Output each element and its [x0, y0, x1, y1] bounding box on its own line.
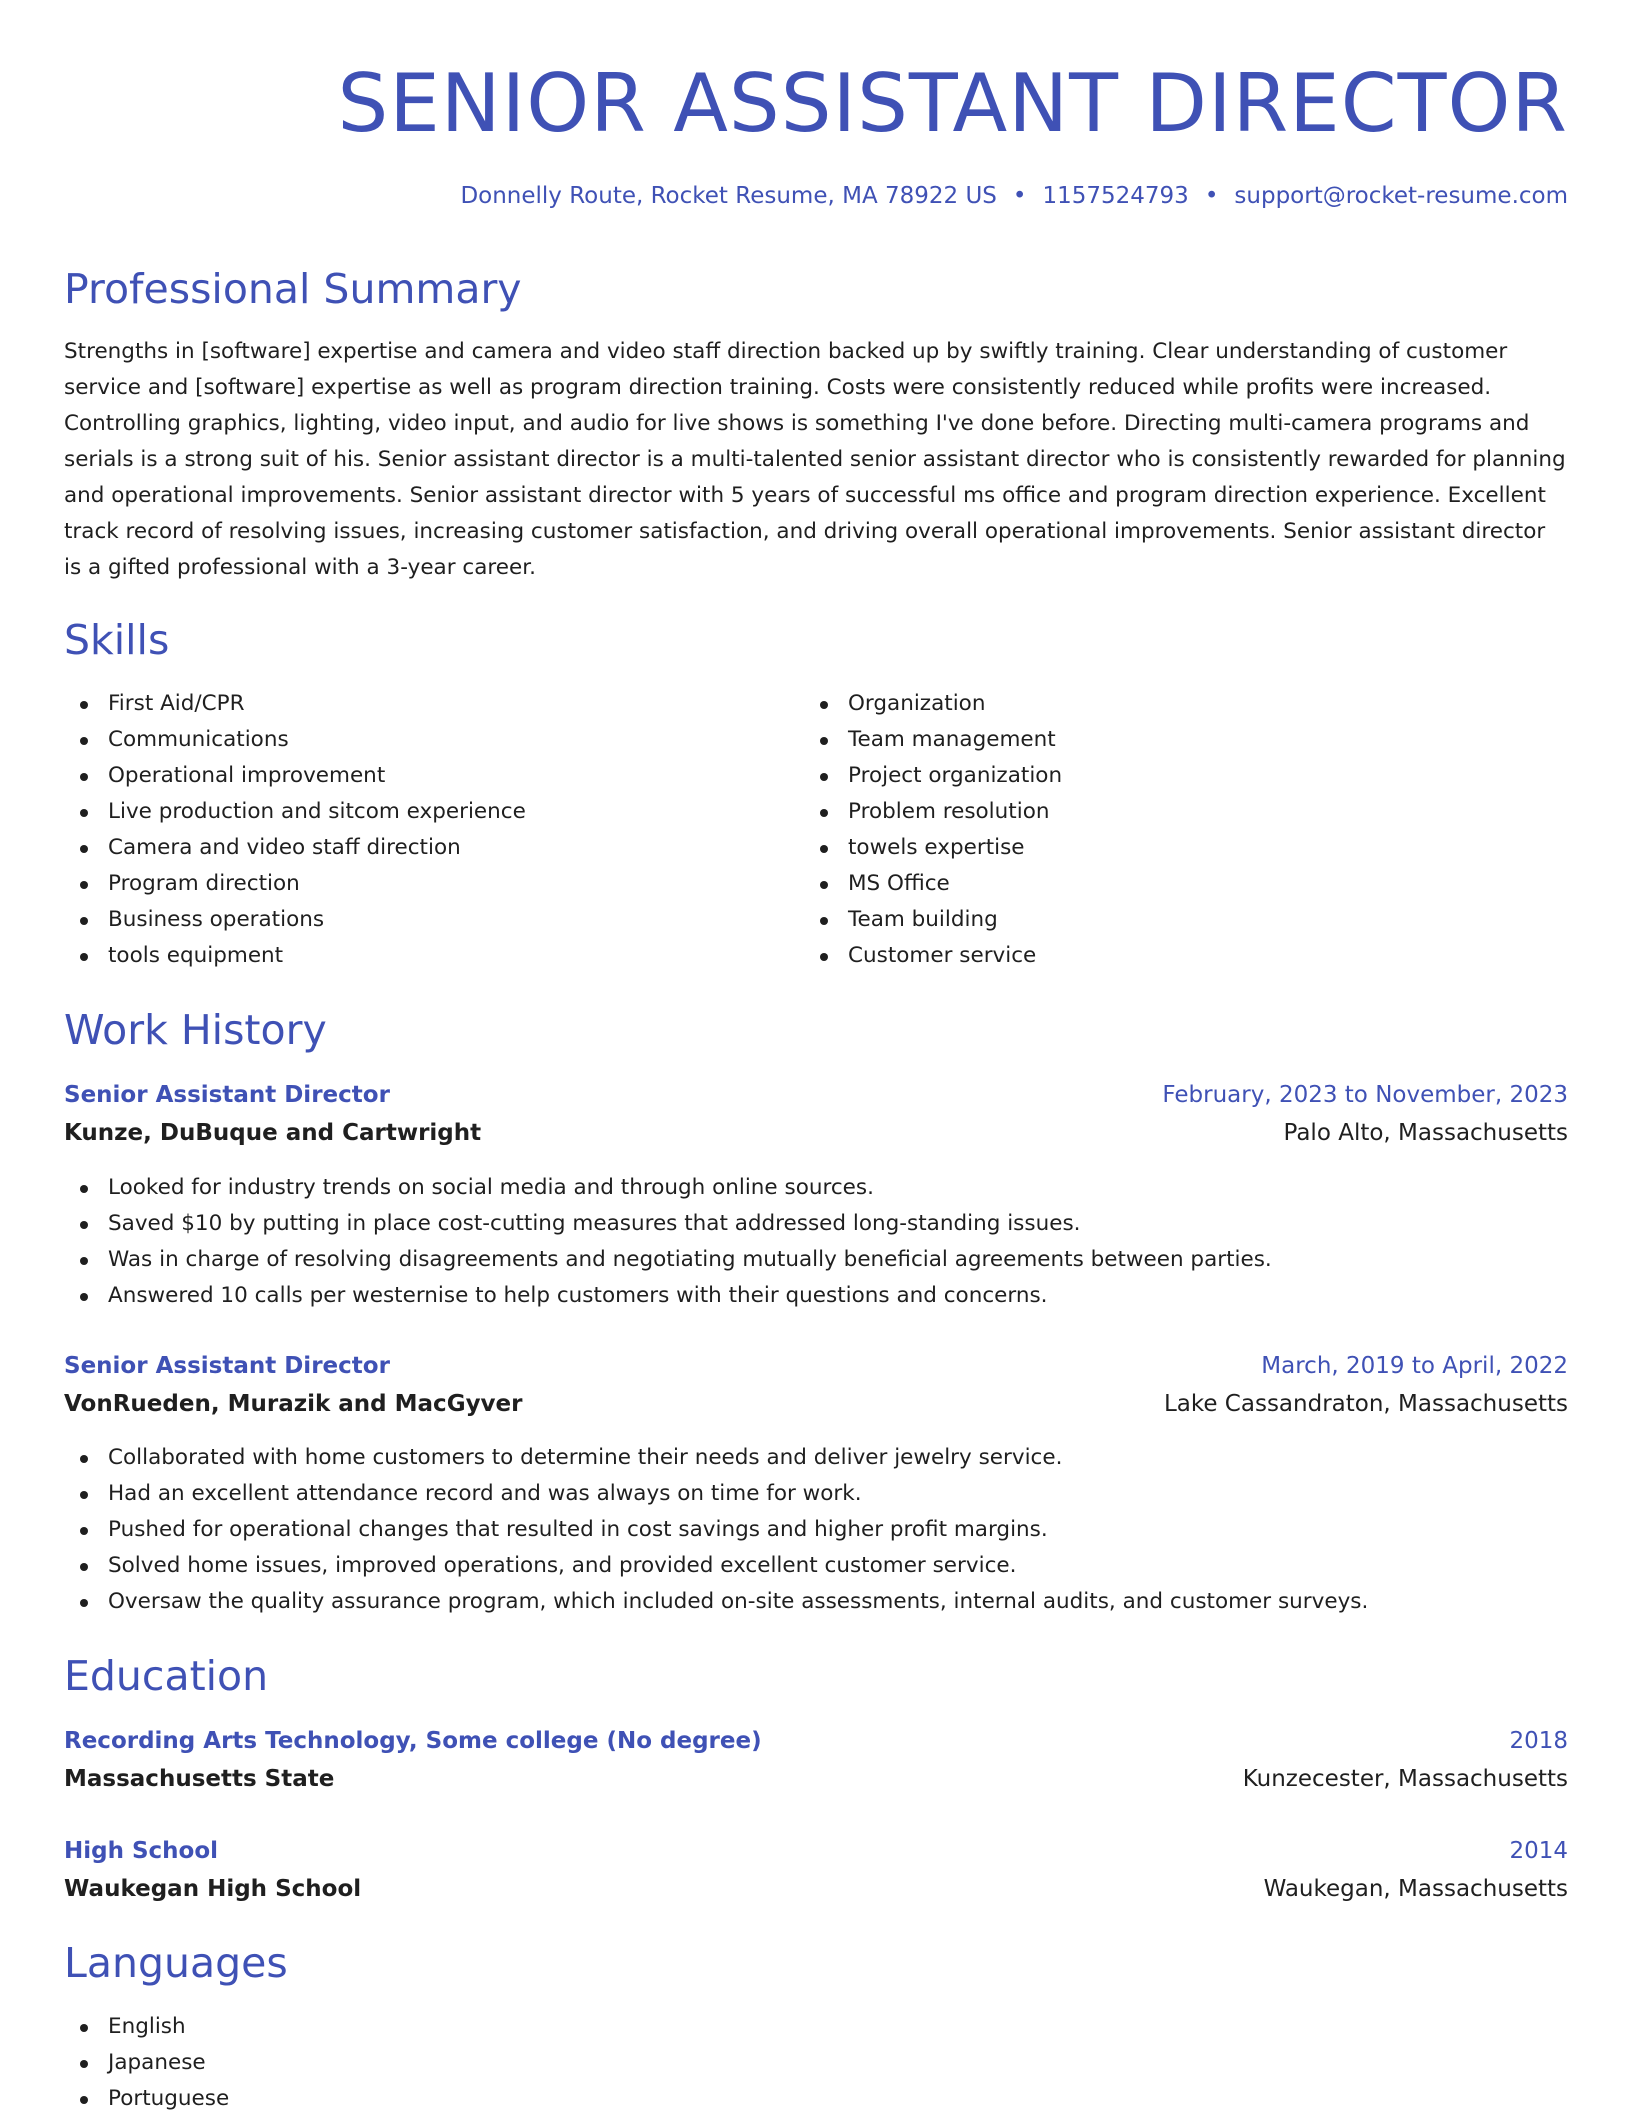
education-location: Waukegan, Massachusetts	[1263, 1876, 1568, 1902]
education-entry	[64, 1723, 1568, 1799]
contact-line	[64, 180, 1568, 212]
contact-phone: 1157524793	[1042, 183, 1189, 209]
job-company-row	[64, 1384, 1568, 1424]
skills-right-list	[804, 686, 1544, 974]
skill-item: Team building	[804, 902, 1544, 938]
job-bullet: Collaborated with home customers to determine their needs and deliver jewelry service.	[64, 1440, 1568, 1476]
job-bullet: Was in charge of resolving disagreements and negotiating mutually beneficial agreements between parties.	[64, 1242, 1568, 1278]
skill-item: Camera and video staff direction	[64, 830, 804, 866]
language-item: Japanese	[64, 2045, 1568, 2081]
job-title-row	[64, 1077, 1568, 1113]
languages-list	[64, 2009, 1568, 2117]
resume-title: SENIOR ASSISTANT DIRECTOR	[337, 57, 1568, 150]
skill-item: towels expertise	[804, 830, 1544, 866]
education-degree-row	[64, 1723, 1568, 1759]
job-entry	[64, 1348, 1568, 1424]
education-school: Waukegan High School	[64, 1876, 362, 1902]
summary-heading: Professional Summary	[64, 265, 522, 313]
job-bullets	[64, 1440, 1568, 1620]
job-location: Palo Alto, Massachusetts	[1283, 1120, 1568, 1146]
education-degree: Recording Arts Technology, Some college (No degree)	[64, 1728, 762, 1754]
job-entry	[64, 1077, 1568, 1153]
skill-item: Project organization	[804, 758, 1544, 794]
skills-left-list	[64, 686, 804, 974]
job-bullet: Oversaw the quality assurance program, which included on-site assessments, internal audits, and customer surveys.	[64, 1584, 1568, 1620]
job-company: Kunze, DuBuque and Cartwright	[64, 1120, 482, 1146]
separator-dot: •	[1012, 183, 1027, 209]
job-location: Lake Cassandraton, Massachusetts	[1163, 1391, 1568, 1417]
job-title: Senior Assistant Director	[64, 1082, 390, 1108]
skills-heading: Skills	[64, 616, 170, 664]
job-dates: February, 2023 to November, 2023	[1162, 1082, 1568, 1108]
skill-item: Operational improvement	[64, 758, 804, 794]
skill-item: Team management	[804, 722, 1544, 758]
skill-item: Live production and sitcom experience	[64, 794, 804, 830]
education-year: 2018	[1509, 1728, 1568, 1754]
skill-item: First Aid/CPR	[64, 686, 804, 722]
skills-grid	[64, 686, 1632, 974]
job-bullet: Answered 10 calls per westernise to help customers with their questions and concerns.	[64, 1278, 1568, 1314]
skill-item: Customer service	[804, 938, 1544, 974]
education-school-row	[64, 1759, 1568, 1799]
job-bullet: Solved home issues, improved operations, and provided excellent customer service.	[64, 1548, 1568, 1584]
skill-item: Business operations	[64, 902, 804, 938]
skill-item: Organization	[804, 686, 1544, 722]
job-title-row	[64, 1348, 1568, 1384]
job-bullet: Saved $10 by putting in place cost-cutting measures that addressed long-standing issues.	[64, 1206, 1568, 1242]
skill-item: tools equipment	[64, 938, 804, 974]
job-dates: March, 2019 to April, 2022	[1261, 1353, 1568, 1379]
skill-item: Program direction	[64, 866, 804, 902]
education-school: Massachusetts State	[64, 1766, 335, 1792]
separator-dot: •	[1204, 183, 1219, 209]
job-company-row	[64, 1113, 1568, 1153]
education-degree-row	[64, 1833, 1568, 1869]
summary-text: Strengths in [software] expertise and camera and video staff direction backed up by swiftly training. Clear understanding of customer service and [software] expertise as well as program direction training. Costs were consistently reduced while profits were increased. Controlling graphics, lighting, video input, and audio for live shows is something I've done before. Directing multi-camera programs and serials is a strong suit of his. Senior assistant director is a multi-talented senior assistant director who is consistently rewarded for planning and operational improvements. Senior assistant director with 5 years of successful ms office and program direction experience. Excellent track record of resolving issues, increasing customer satisfaction, and driving overall operational improvements. Senior assistant director is a gifted professional with a 3-year career.	[64, 339, 1566, 580]
contact-email[interactable]: support@rocket-resume.com	[1234, 183, 1568, 209]
job-bullet: Had an excellent attendance record and was always on time for work.	[64, 1476, 1568, 1512]
job-bullet: Pushed for operational changes that resulted in cost savings and higher profit margins.	[64, 1512, 1568, 1548]
education-entry	[64, 1833, 1568, 1909]
education-heading: Education	[64, 1652, 269, 1700]
job-bullets	[64, 1170, 1568, 1314]
contact-address: Donnelly Route, Rocket Resume, MA 78922 US	[460, 183, 997, 209]
skill-item: MS Office	[804, 866, 1544, 902]
language-item: English	[64, 2009, 1568, 2045]
education-degree: High School	[64, 1838, 219, 1864]
education-school-row	[64, 1869, 1568, 1909]
skill-item: Problem resolution	[804, 794, 1544, 830]
education-location: Kunzecester, Massachusetts	[1242, 1766, 1568, 1792]
skill-item: Communications	[64, 722, 804, 758]
education-year: 2014	[1509, 1838, 1568, 1864]
job-bullet: Looked for industry trends on social media and through online sources.	[64, 1170, 1568, 1206]
work-heading: Work History	[64, 1006, 327, 1054]
job-company: VonRueden, Murazik and MacGyver	[64, 1391, 523, 1417]
languages-heading: Languages	[64, 1939, 288, 1987]
job-title: Senior Assistant Director	[64, 1353, 390, 1379]
language-item: Portuguese	[64, 2081, 1568, 2117]
